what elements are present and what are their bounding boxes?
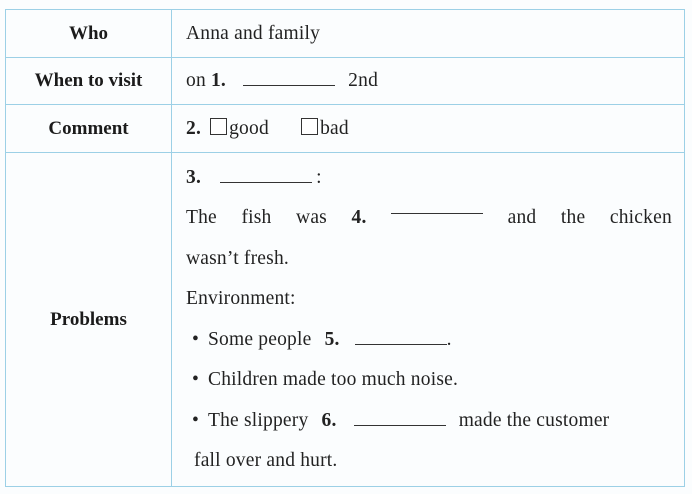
when-prefix: on (186, 70, 206, 91)
checkbox-bad[interactable] (301, 118, 318, 135)
environment-heading: Environment: (186, 288, 296, 309)
value-comment (172, 105, 685, 153)
answer-blank-4[interactable] (391, 198, 483, 214)
bullet-item-2: • Children made too much noise. (186, 360, 672, 401)
bullet-icon: • (192, 409, 200, 431)
problem-line-q3 (186, 158, 672, 199)
question-number-3: 3. (186, 166, 202, 188)
bullet-item-3: • The slippery 6. made the customer (186, 401, 672, 442)
word: The (186, 207, 217, 228)
value-who: Anna and family (172, 10, 685, 58)
answer-blank-1[interactable] (243, 70, 335, 86)
word: and (507, 207, 537, 228)
row-who (6, 10, 685, 58)
answer-blank-5[interactable] (355, 329, 447, 345)
checkbox-good[interactable] (210, 118, 227, 135)
label-when: When to visit (6, 58, 172, 105)
info-table (5, 9, 685, 487)
label-comment: Comment (6, 105, 172, 153)
bullet-item-3-continued: fall over and hurt. (194, 450, 338, 471)
q3-colon: : (316, 166, 322, 188)
row-when (6, 58, 685, 105)
answer-blank-6[interactable] (354, 410, 446, 426)
option-bad: bad (320, 117, 349, 139)
option-good: good (229, 117, 269, 139)
bullet-item-1: • Some people 5. . (186, 320, 672, 361)
bullet-icon: • (192, 369, 200, 390)
question-number-1: 1. (210, 70, 227, 91)
question-number-2: 2. (186, 117, 202, 139)
word: chicken (609, 207, 672, 228)
bullet-icon: • (192, 328, 200, 350)
question-number-4: 4. (351, 207, 367, 228)
value-problems (172, 153, 685, 487)
word: was (296, 207, 327, 228)
when-suffix: 2nd (348, 70, 379, 91)
row-comment (6, 105, 685, 153)
question-number-5: 5. (324, 328, 340, 350)
question-number-6: 6. (321, 409, 337, 431)
word: the (560, 207, 586, 228)
problem-line-chicken: wasn’t fresh. (186, 247, 289, 269)
label-problems: Problems (6, 153, 172, 487)
answer-blank-3[interactable] (220, 167, 312, 183)
row-problems (6, 153, 685, 487)
value-when (172, 58, 685, 105)
label-who: Who (6, 10, 172, 58)
word: fish (241, 207, 272, 228)
problem-line-fish (186, 198, 672, 239)
